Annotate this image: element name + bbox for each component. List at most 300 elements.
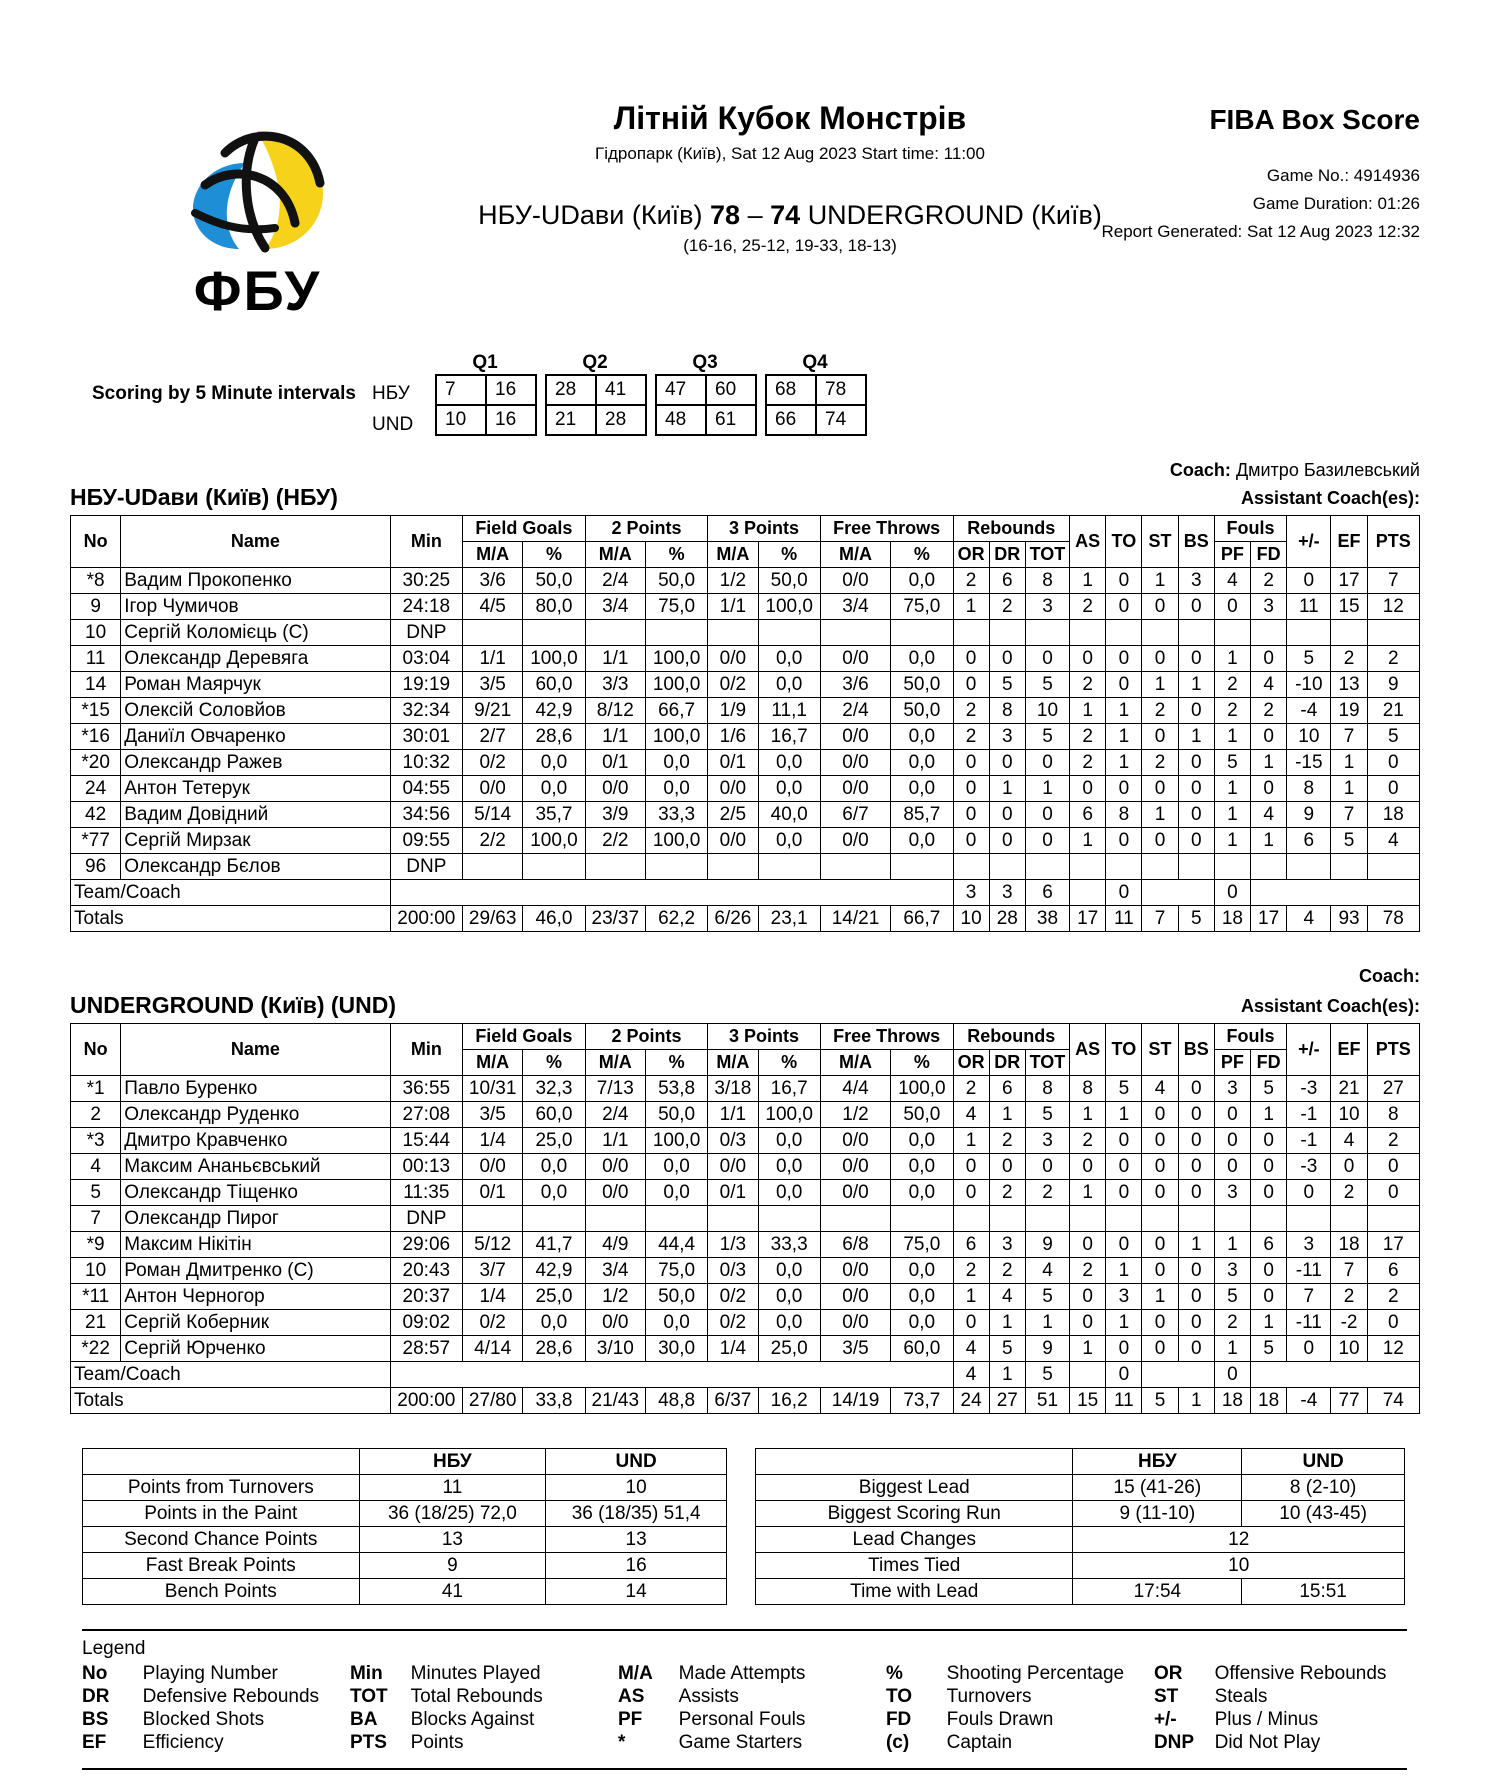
blank-cell: [1070, 880, 1106, 906]
stat-cell: [1025, 854, 1069, 880]
stat-cell: 0: [1106, 1128, 1142, 1154]
player-row: [71, 750, 1420, 776]
stat-cell: 0/0: [820, 828, 890, 854]
stats-row: [756, 1527, 1405, 1553]
stat-cell: 0: [1070, 776, 1106, 802]
stat-cell: 8: [1070, 1076, 1106, 1102]
legend-key: BS: [82, 1708, 109, 1730]
stat-cell: 2: [1251, 568, 1287, 594]
stat-cell: 1: [1178, 672, 1214, 698]
stat-cell: [891, 620, 953, 646]
stat-cell: -1: [1287, 1128, 1331, 1154]
stats-row: [83, 1475, 727, 1501]
stat-cell: *11: [71, 1284, 121, 1310]
col-min: Min: [390, 516, 462, 568]
stat-cell: 0: [1070, 1310, 1106, 1336]
team1-title: НБУ-UDави (Київ) (НБУ): [70, 484, 338, 510]
stat-cell: 0: [1142, 594, 1178, 620]
legend-description: Personal Fouls: [678, 1708, 806, 1730]
stats-row: [756, 1475, 1405, 1501]
stat-cell: 0/1: [708, 1180, 758, 1206]
stat-cell: 2: [1025, 1180, 1069, 1206]
total-cell: 7: [1142, 906, 1178, 932]
stat-cell: 0/2: [463, 1310, 523, 1336]
stat-cell: 2: [1070, 1128, 1106, 1154]
stat-cell: 1: [1214, 828, 1250, 854]
stat-cell: 0,0: [758, 1258, 820, 1284]
total-cell: 18: [1251, 1388, 1287, 1414]
stat-cell: 2: [1251, 698, 1287, 724]
stat-cell: 2: [1331, 1180, 1367, 1206]
stat-cell: 25,0: [758, 1336, 820, 1362]
stat-cell: 1: [1214, 1232, 1250, 1258]
stat-cell: 0: [1070, 1284, 1106, 1310]
stat-cell: 42,9: [523, 1258, 585, 1284]
stat-cell: 0: [989, 802, 1025, 828]
stat-cell: 0: [1106, 1180, 1142, 1206]
total-cell: 5: [1178, 906, 1214, 932]
stat-cell: 25,0: [523, 1128, 585, 1154]
stat-cell: 21: [1367, 698, 1419, 724]
total-cell: 48,8: [645, 1388, 707, 1414]
stat-cell: 1/1: [708, 594, 758, 620]
team-dr: 1: [989, 1362, 1025, 1388]
stat-cell: 0/0: [463, 776, 523, 802]
legend-key: +/-: [1153, 1708, 1177, 1730]
stat-cell: 0: [1178, 1258, 1214, 1284]
competition-title: Літній Кубок Монстрів: [613, 100, 967, 136]
stat-cell: 41,7: [523, 1232, 585, 1258]
stat-cell: [1142, 620, 1178, 646]
stat-cell: 2: [1070, 594, 1106, 620]
stat-cell: *9: [71, 1232, 121, 1258]
col-2-points: 2 Points: [585, 1024, 708, 1050]
stat-cell: 10: [71, 620, 121, 646]
col-name: Name: [121, 516, 390, 568]
legend-title: Legend: [82, 1638, 146, 1659]
stat-cell: 0: [953, 1310, 989, 1336]
stat-cell: 0: [1106, 1336, 1142, 1362]
total-cell: 1: [1178, 1388, 1214, 1414]
stat-cell: 12: [1367, 1336, 1419, 1362]
stat-cell: *1: [71, 1076, 121, 1102]
legend-key: AS: [617, 1685, 645, 1707]
interval-score: 10: [436, 405, 486, 435]
stat-cell: 5: [1251, 1076, 1287, 1102]
totals-label: Totals: [71, 906, 391, 932]
stat-cell: 4/5: [463, 594, 523, 620]
legend-key: Min: [349, 1662, 383, 1684]
stat-cell: 5: [1214, 750, 1250, 776]
stat-cell: 0: [1106, 776, 1142, 802]
total-cell: 5: [1142, 1388, 1178, 1414]
player-row: [71, 568, 1420, 594]
stat-cell: -4: [1287, 698, 1331, 724]
stat-cell: 24: [71, 776, 121, 802]
stat-cell: 0: [1178, 802, 1214, 828]
stat-cell: 0,0: [891, 646, 953, 672]
stat-cell: 50,0: [645, 568, 707, 594]
total-cell: 14/19: [820, 1388, 890, 1414]
stats-value: 17:54: [1073, 1579, 1242, 1605]
stats-label: Biggest Lead: [756, 1475, 1073, 1501]
col-fd: FD: [1251, 542, 1287, 568]
stat-cell: 1: [1106, 1258, 1142, 1284]
quarter-box-row: [766, 375, 866, 405]
stat-cell: 3/6: [463, 568, 523, 594]
stats-team-header: НБУ: [359, 1449, 546, 1475]
stat-cell: 0: [953, 828, 989, 854]
stat-cell: 0: [1214, 594, 1250, 620]
header-row-1: [71, 1024, 1420, 1050]
stat-cell: 0,0: [758, 1128, 820, 1154]
stats-value: 10: [546, 1475, 727, 1501]
home-score: 78: [710, 200, 741, 230]
stat-cell: 0: [1106, 646, 1142, 672]
stat-cell: 2: [1070, 672, 1106, 698]
stat-cell: 1/1: [708, 1102, 758, 1128]
interval-score: 7: [436, 375, 486, 405]
legend-description: Assists: [678, 1685, 739, 1707]
stats-row: [756, 1501, 1405, 1527]
stat-cell: 1: [1251, 1310, 1287, 1336]
stat-cell: 18: [1367, 802, 1419, 828]
stat-cell: 6/8: [820, 1232, 890, 1258]
stat-cell: [1287, 854, 1331, 880]
stat-cell: 1/1: [585, 646, 645, 672]
stat-cell: [585, 1206, 645, 1232]
stat-cell: 75,0: [645, 1258, 707, 1284]
stat-cell: 1/9: [708, 698, 758, 724]
col-ma: M/A: [820, 1050, 890, 1076]
blank-cell: [1142, 880, 1214, 906]
col-pf: PF: [1214, 1050, 1250, 1076]
stat-cell: 28:57: [390, 1336, 462, 1362]
stat-cell: [1025, 1206, 1069, 1232]
stat-cell: [1367, 620, 1419, 646]
stats-value: 15:51: [1242, 1579, 1405, 1605]
stat-cell: 2/2: [463, 828, 523, 854]
stat-cell: 0: [1142, 1232, 1178, 1258]
player-row: [71, 1206, 1420, 1232]
blank-cell: [1251, 1362, 1420, 1388]
stat-cell: 0: [953, 802, 989, 828]
stat-cell: 0,0: [758, 776, 820, 802]
legend-description: Shooting Percentage: [946, 1662, 1125, 1684]
col-pct: %: [645, 542, 707, 568]
stat-cell: 0: [1214, 1128, 1250, 1154]
team1-coach: [1050, 460, 1420, 481]
stat-cell: 0/3: [708, 1128, 758, 1154]
stat-cell: 0: [1178, 1076, 1214, 1102]
stat-cell: 100,0: [645, 646, 707, 672]
stat-cell: 0: [989, 828, 1025, 854]
col-field-goals: Field Goals: [463, 516, 586, 542]
stat-cell: 0: [1142, 1310, 1178, 1336]
team-stats-left: [82, 1448, 727, 1605]
stat-cell: 0: [1178, 646, 1214, 672]
stat-cell: *20: [71, 750, 121, 776]
stat-cell: 75,0: [645, 594, 707, 620]
total-cell: -4: [1287, 1388, 1331, 1414]
stat-cell: 19: [1331, 698, 1367, 724]
team2-coach: [1050, 966, 1420, 987]
stat-cell: 40,0: [758, 802, 820, 828]
stat-cell: 3: [989, 1232, 1025, 1258]
stat-cell: 0,0: [891, 1180, 953, 1206]
legend-description: Blocks Against: [410, 1708, 535, 1730]
stat-cell: 0: [1142, 1258, 1178, 1284]
quarter-box-row: [766, 405, 866, 435]
stat-cell: 0/1: [463, 1180, 523, 1206]
stat-cell: 11: [1287, 594, 1331, 620]
stats-value: 11: [359, 1475, 546, 1501]
stat-cell: 0/2: [463, 750, 523, 776]
stat-cell: 0,0: [758, 1310, 820, 1336]
player-row: [71, 1310, 1420, 1336]
legend-description: Points: [410, 1731, 464, 1753]
stat-cell: 0: [1178, 1180, 1214, 1206]
game-number: Game No.: 4914936: [1266, 166, 1420, 185]
intervals-label: Scoring by 5 Minute intervals: [92, 383, 356, 404]
player-name: Роман Дмитренко (C): [121, 1258, 390, 1284]
blank-cell: [390, 880, 953, 906]
stat-cell: 13: [1331, 672, 1367, 698]
stat-cell: 5: [1025, 1102, 1069, 1128]
stat-cell: 0: [1106, 828, 1142, 854]
stat-cell: 0,0: [758, 828, 820, 854]
team-or: 3: [953, 880, 989, 906]
stat-cell: 10: [1287, 724, 1331, 750]
stat-cell: [1287, 620, 1331, 646]
team-coach-label: Team/Coach: [71, 880, 391, 906]
stat-cell: 7: [1331, 1258, 1367, 1284]
stat-cell: 0,0: [645, 1310, 707, 1336]
stat-cell: 3/4: [820, 594, 890, 620]
total-cell: 10: [953, 906, 989, 932]
col-field-goals: Field Goals: [463, 1024, 586, 1050]
stat-cell: 8: [989, 698, 1025, 724]
stat-cell: 0/2: [708, 1310, 758, 1336]
stat-cell: 0: [1106, 594, 1142, 620]
legend-description: Game Starters: [678, 1731, 803, 1753]
team-coach-label: Team/Coach: [71, 1362, 391, 1388]
interval-score: 61: [706, 405, 756, 435]
stat-cell: 1: [1106, 750, 1142, 776]
stat-cell: 1: [953, 1284, 989, 1310]
player-name: Олександр Пирог: [121, 1206, 390, 1232]
interval-score: 47: [656, 375, 706, 405]
quarter-box-row: [656, 405, 756, 435]
stat-cell: 0: [1025, 1154, 1069, 1180]
stat-cell: 0: [1251, 1180, 1287, 1206]
stat-cell: *77: [71, 828, 121, 854]
stat-cell: 6: [1287, 828, 1331, 854]
stat-cell: 0: [1178, 750, 1214, 776]
stat-cell: 9: [1025, 1232, 1069, 1258]
stat-cell: 5: [1331, 828, 1367, 854]
stat-cell: [1331, 620, 1367, 646]
stat-cell: 0/2: [708, 1284, 758, 1310]
col-bs: BS: [1178, 1024, 1214, 1076]
stat-cell: 3: [1287, 1232, 1331, 1258]
player-row: [71, 1336, 1420, 1362]
stat-cell: 2: [1367, 1128, 1419, 1154]
stat-cell: -10: [1287, 672, 1331, 698]
stat-cell: 27: [1367, 1076, 1419, 1102]
stat-cell: 0: [1142, 828, 1178, 854]
stat-cell: -11: [1287, 1310, 1331, 1336]
score-dash: –: [747, 200, 763, 230]
stat-cell: 4/9: [585, 1232, 645, 1258]
interval-team-home: НБУ: [372, 383, 410, 404]
stat-cell: 1: [1214, 646, 1250, 672]
stat-cell: 1: [1331, 750, 1367, 776]
stat-cell: 0,0: [891, 1258, 953, 1284]
stat-cell: 3: [1025, 594, 1069, 620]
stat-cell: [891, 1206, 953, 1232]
stat-cell: 2: [953, 724, 989, 750]
total-cell: 4: [1287, 906, 1331, 932]
stat-cell: 0: [1178, 1310, 1214, 1336]
stat-cell: 0: [1106, 1232, 1142, 1258]
quarter-box: [545, 374, 647, 436]
player-row: [71, 594, 1420, 620]
stat-cell: 27:08: [390, 1102, 462, 1128]
stat-cell: 12: [1367, 594, 1419, 620]
legend-key: EF: [82, 1731, 107, 1753]
stat-cell: 0: [1367, 1180, 1419, 1206]
stat-cell: 0,0: [891, 1310, 953, 1336]
stat-cell: 6: [953, 1232, 989, 1258]
player-row: [71, 646, 1420, 672]
stat-cell: 6: [1251, 1232, 1287, 1258]
stat-cell: 0: [1070, 1232, 1106, 1258]
stat-cell: [645, 620, 707, 646]
stat-cell: [645, 1206, 707, 1232]
stat-cell: 2: [1331, 1284, 1367, 1310]
interval-score: 28: [546, 375, 596, 405]
stat-cell: [1142, 1206, 1178, 1232]
legend-description: Fouls Drawn: [946, 1708, 1054, 1730]
quarter-box-row: [436, 405, 536, 435]
stat-cell: 0: [1287, 1336, 1331, 1362]
stat-cell: 5/14: [463, 802, 523, 828]
legend-key: TO: [885, 1685, 912, 1707]
quarter-box-row: [656, 375, 756, 405]
stat-cell: 2: [989, 1180, 1025, 1206]
stat-cell: 0/0: [820, 1258, 890, 1284]
stat-cell: 1: [1106, 1310, 1142, 1336]
blank-cell: [1251, 880, 1420, 906]
stat-cell: 2: [1070, 750, 1106, 776]
total-cell: 46,0: [523, 906, 585, 932]
stat-cell: 3/10: [585, 1336, 645, 1362]
stat-cell: 53,8: [645, 1076, 707, 1102]
stat-cell: 15: [1331, 594, 1367, 620]
quarter-label: Q2: [582, 352, 608, 373]
stat-cell: 30,0: [645, 1336, 707, 1362]
stat-cell: 4: [989, 1284, 1025, 1310]
stat-cell: [585, 620, 645, 646]
stat-cell: 7: [71, 1206, 121, 1232]
stat-cell: 0: [953, 750, 989, 776]
legend-key: DR: [82, 1685, 110, 1707]
player-row: [71, 776, 1420, 802]
stat-cell: 100,0: [523, 828, 585, 854]
stat-cell: 0/0: [820, 1284, 890, 1310]
stat-cell: 50,0: [645, 1102, 707, 1128]
stat-cell: 11: [71, 646, 121, 672]
stats-value: 13: [359, 1527, 546, 1553]
stat-cell: 0: [1142, 646, 1178, 672]
stat-cell: 1: [1331, 776, 1367, 802]
stats-value: 13: [546, 1527, 727, 1553]
stat-cell: 21: [71, 1310, 121, 1336]
home-team-name: НБУ-UDави (Київ): [478, 200, 703, 230]
stat-cell: 0: [1142, 724, 1178, 750]
player-name: Сергій Коберник: [121, 1310, 390, 1336]
player-row: [71, 1284, 1420, 1310]
stat-cell: 0: [1106, 672, 1142, 698]
stat-cell: 0: [989, 1154, 1025, 1180]
stat-cell: 15:44: [390, 1128, 462, 1154]
stat-cell: 0,0: [758, 1284, 820, 1310]
stat-cell: 8/12: [585, 698, 645, 724]
stat-cell: 30:01: [390, 724, 462, 750]
quarter-label: Q1: [472, 352, 498, 373]
stat-cell: 0,0: [891, 724, 953, 750]
player-name: Сергій Коломієць (C): [121, 620, 390, 646]
col-pf: PF: [1214, 542, 1250, 568]
stat-cell: 6: [1367, 1258, 1419, 1284]
stat-cell: 3: [1214, 1180, 1250, 1206]
interval-score: 16: [486, 405, 536, 435]
stats-value: 36 (18/35) 51,4: [546, 1501, 727, 1527]
stat-cell: 0/0: [708, 828, 758, 854]
stat-cell: 1: [1142, 672, 1178, 698]
stat-cell: 0,0: [523, 750, 585, 776]
stat-cell: 0/0: [820, 568, 890, 594]
col-as: AS: [1070, 1024, 1106, 1076]
player-name: Максим Ананьєвський: [121, 1154, 390, 1180]
stat-cell: 0: [1142, 1102, 1178, 1128]
col-ef: EF: [1331, 516, 1367, 568]
stat-cell: 0: [1178, 1102, 1214, 1128]
stats-label: Lead Changes: [756, 1527, 1073, 1553]
stat-cell: 0,0: [758, 672, 820, 698]
stat-cell: 10: [1331, 1336, 1367, 1362]
stat-cell: [758, 620, 820, 646]
stat-cell: 5: [1287, 646, 1331, 672]
stat-cell: 33,3: [645, 802, 707, 828]
stat-cell: 2/5: [708, 802, 758, 828]
venue-info: Гідропарк (Київ), Sat 12 Aug 2023 Start time: 11:00: [595, 144, 985, 163]
stat-cell: 2/4: [820, 698, 890, 724]
player-row: [71, 802, 1420, 828]
stat-cell: 3/5: [820, 1336, 890, 1362]
stat-cell: 6: [989, 1076, 1025, 1102]
stat-cell: 1: [1106, 698, 1142, 724]
stat-cell: 80,0: [523, 594, 585, 620]
stat-cell: 66,7: [645, 698, 707, 724]
stat-cell: 0/0: [820, 1154, 890, 1180]
stat-cell: 2: [989, 1128, 1025, 1154]
interval-score: 41: [596, 375, 646, 405]
stat-cell: 0,0: [758, 750, 820, 776]
stat-cell: 28,6: [523, 724, 585, 750]
stats-label: Second Chance Points: [83, 1527, 360, 1553]
